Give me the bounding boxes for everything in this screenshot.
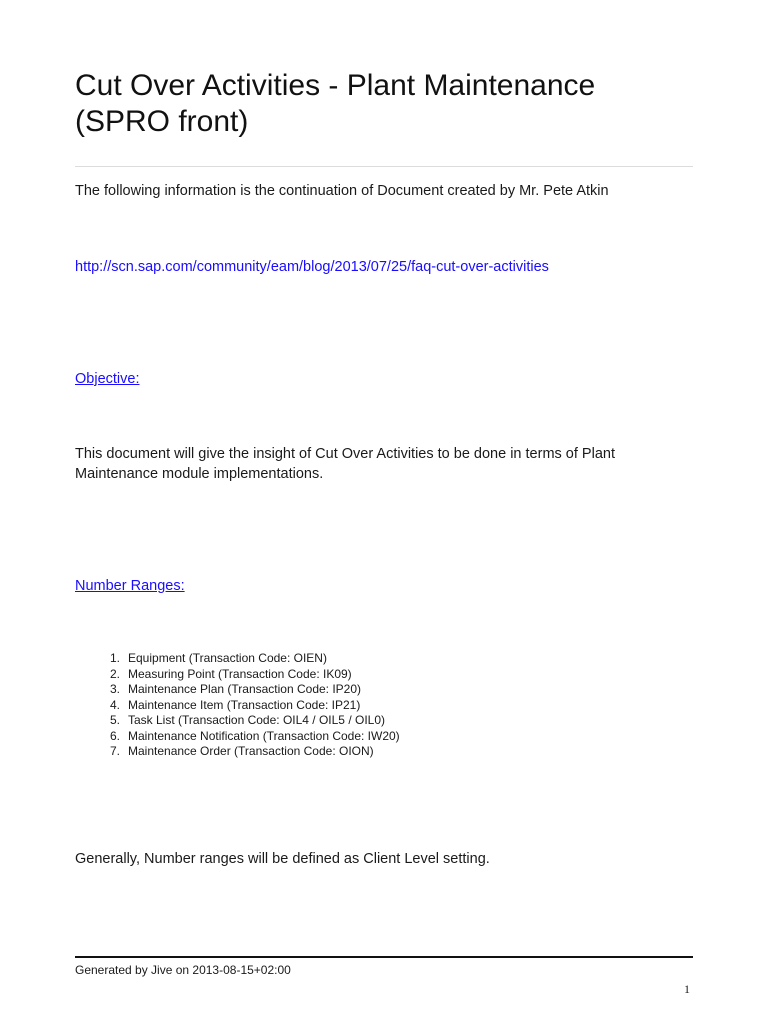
list-item-number: 2. <box>110 666 121 681</box>
number-ranges-heading-line <box>75 576 185 596</box>
list-item <box>110 729 400 745</box>
list-item-text: Measuring Point (Transaction Code: IK09) <box>128 666 352 681</box>
list-item-text: Maintenance Item (Transaction Code: IP21) <box>128 697 361 712</box>
list-item-text: Maintenance Notification (Transaction Code: IW20) <box>128 728 400 743</box>
objective-paragraph: This document will give the insight of Cut Over Activities to be done in terms of Plant Maintenance module implementations. <box>75 446 615 482</box>
list-item <box>110 651 400 667</box>
source-link[interactable]: http://scn.sap.com/community/eam/blog/2013/07/25/faq-cut-over-activities <box>75 259 549 275</box>
intro-paragraph: The following information is the continuation of Document created by Mr. Pete Atkin <box>75 183 609 199</box>
list-item <box>110 667 400 683</box>
footer-generated-by: Generated by Jive on 2013-08-15+02:00 <box>75 963 291 977</box>
objective-heading-line <box>75 369 139 389</box>
objective-heading[interactable]: Objective: <box>75 371 140 387</box>
list-item-number: 4. <box>110 697 121 712</box>
list-item-number: 1. <box>110 651 121 665</box>
number-ranges-list <box>110 651 400 760</box>
list-item-number: 5. <box>110 713 121 727</box>
list-item <box>110 682 400 698</box>
list-item-text: Maintenance Plan (Transaction Code: IP20) <box>128 682 362 696</box>
list-item-text: Task List (Transaction Code: OIL4 / OIL5 / OIL0) <box>128 713 385 727</box>
footer-divider <box>75 956 693 958</box>
list-item <box>110 744 400 760</box>
list-item <box>110 713 400 729</box>
page-number: 1 <box>684 982 690 996</box>
title-divider <box>75 166 693 167</box>
closing-paragraph: Generally, Number ranges will be defined as Client Level setting. <box>75 851 490 867</box>
number-ranges-heading[interactable]: Number Ranges: <box>75 578 185 594</box>
source-link-line <box>75 257 549 277</box>
list-item-text: Maintenance Order (Transaction Code: OION) <box>128 744 374 758</box>
list-item <box>110 698 400 714</box>
list-item-number: 7. <box>110 744 121 758</box>
list-item-text: Equipment (Transaction Code: OIEN) <box>128 651 327 665</box>
list-item-number: 3. <box>110 682 121 696</box>
page-title: Cut Over Activities - Plant Maintenance (SPRO front) <box>75 69 596 138</box>
list-item-number: 6. <box>110 728 121 743</box>
